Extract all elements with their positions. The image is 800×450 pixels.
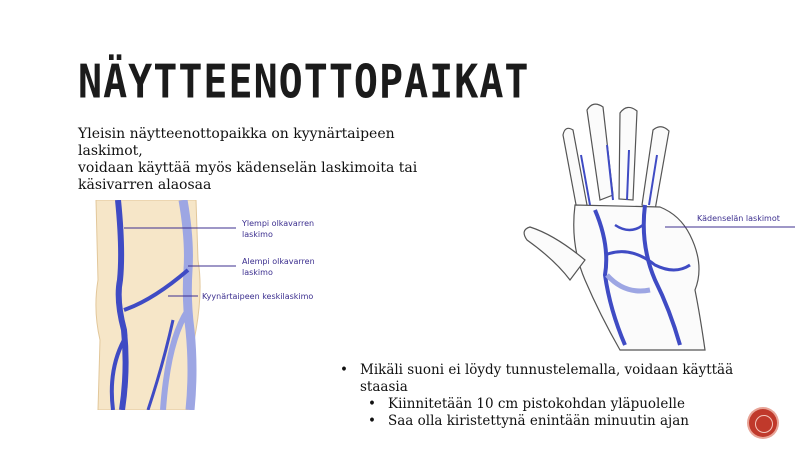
bullet-sub-2-text: Saa olla kiristettynä enintään minuutin ajan [388,413,689,429]
intro-text [78,126,418,194]
hand-vein-illustration [515,95,800,355]
label-upper-vein-1: Ylempi olkavarren [242,219,315,228]
finger-ring [587,104,613,200]
bullet-dot-icon: • [368,396,376,412]
slide-number-badge-icon [749,409,777,437]
bullet-dot-icon: • [340,362,348,378]
bullet-sub-1 [340,396,740,413]
bullet-main [340,362,740,396]
arm-vein-illustration [78,200,368,410]
bullet-list [340,362,740,430]
intro-line-2: voidaan käyttää myös kädenselän laskimoita tai käsivarren alaosaa [78,160,418,193]
badge-ring [755,415,773,433]
label-hand-veins: Kädenselän laskimot [697,214,780,223]
label-lower-vein-1: Alempi olkavarren [242,257,315,266]
intro-line-1: Yleisin näytteenottopaikka on kyynärtaipeen laskimot, [78,126,395,159]
label-lower-vein-2: laskimo [242,268,273,277]
label-median-vein: Kyynärtaipeen keskilaskimo [202,292,314,301]
bullet-main-text: Mikäli suoni ei löydy tunnustelemalla, voidaan käyttää staasia [360,362,734,395]
bullet-sub-1-text: Kiinnitetään 10 cm pistokohdan yläpuolelle [388,396,685,412]
bullet-sub-2 [340,413,740,430]
label-upper-vein-2: laskimo [242,230,273,239]
bullet-dot-icon: • [368,413,376,429]
page-title: NÄYTTEENOTTOPAIKAT [78,56,530,109]
